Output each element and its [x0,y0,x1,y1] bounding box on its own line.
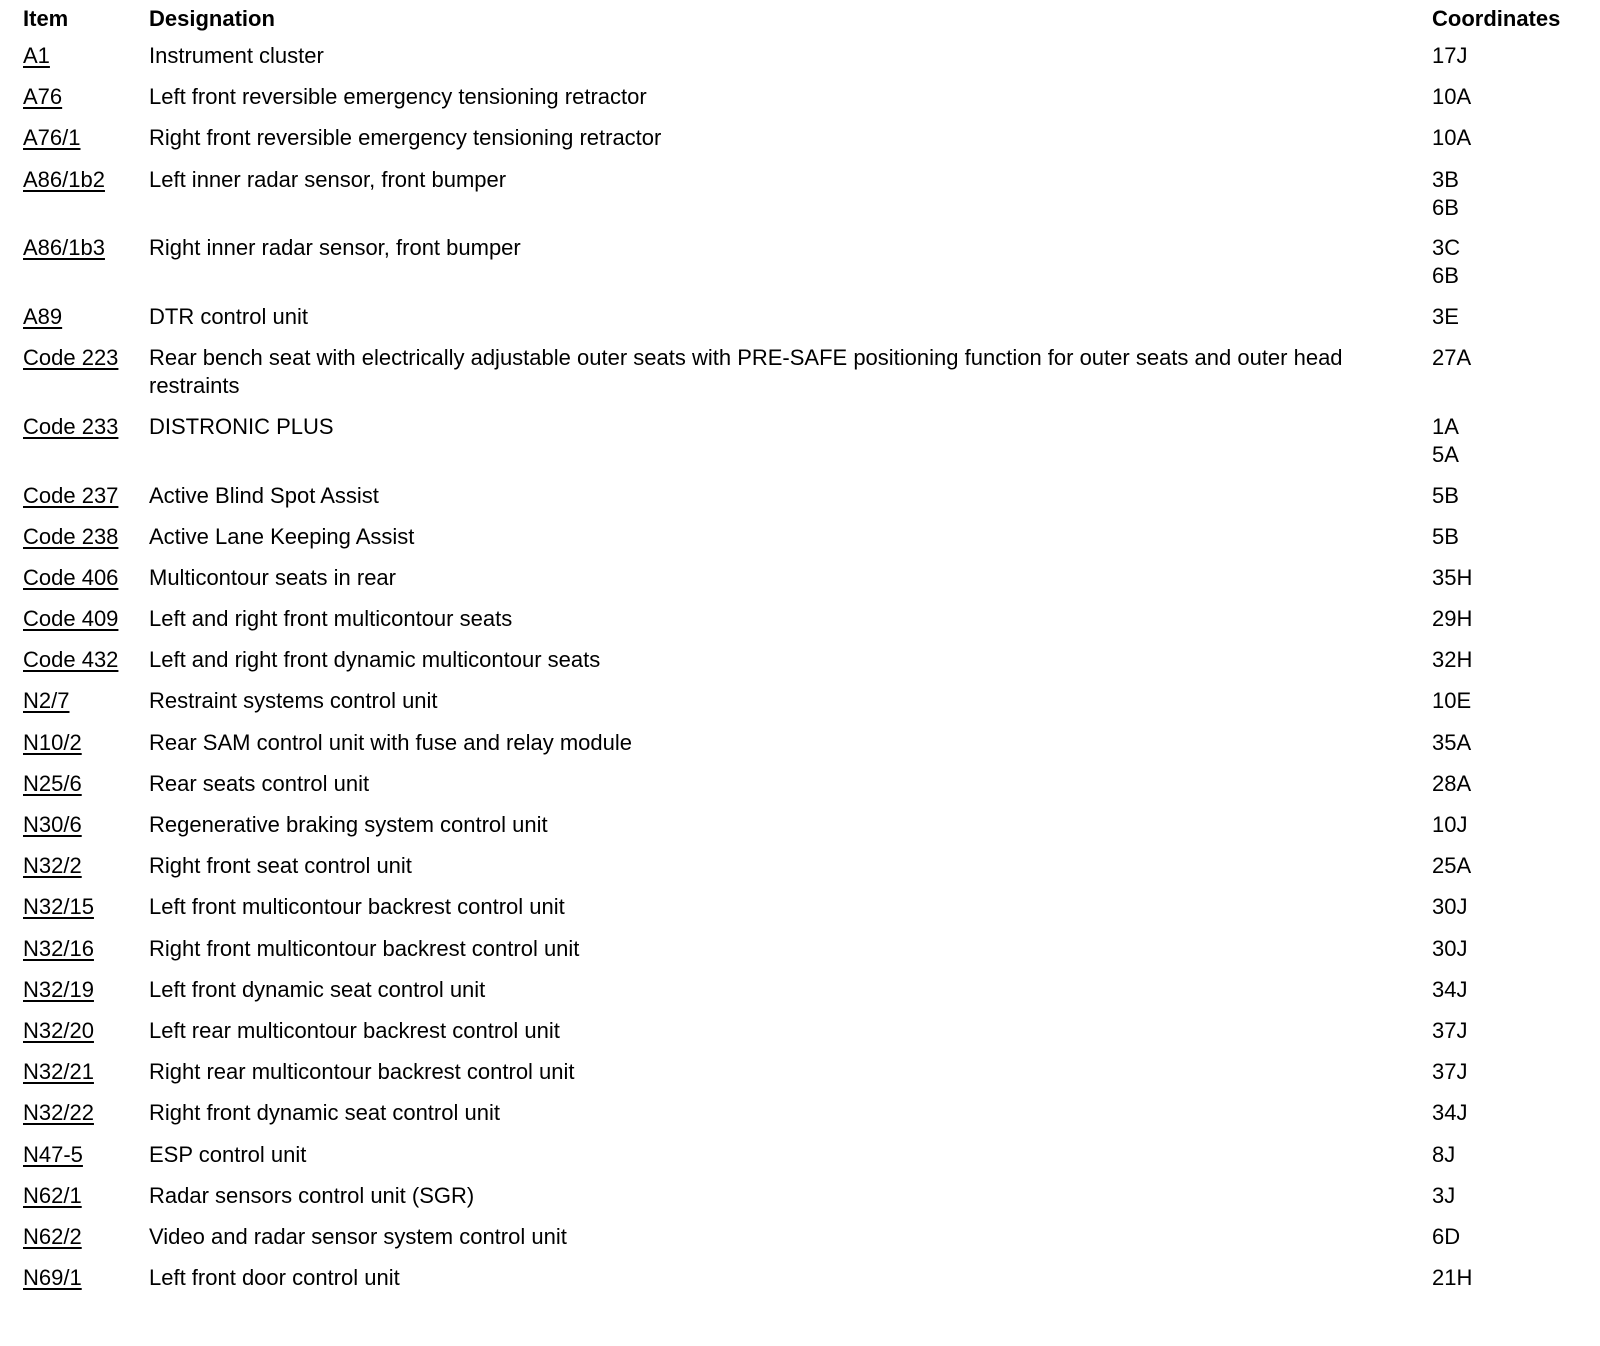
designation-text: Left front dynamic seat control unit [149,976,486,1002]
coordinate-value: 37J [1432,1017,1468,1043]
coordinate-value: 37J [1432,1059,1468,1085]
designation-text: Left front multicontour backrest control unit [149,894,565,920]
item-link[interactable]: N32/22 [23,1100,94,1126]
designation-text: ESP control unit [149,1141,307,1167]
table-row [0,1262,1600,1303]
coordinate-value: 5B [1432,482,1459,508]
item-link[interactable]: N32/21 [23,1059,94,1085]
designation-text: DISTRONIC PLUS [149,413,334,439]
coordinates-cell [1432,729,1592,757]
table-row [0,809,1600,850]
coordinates-cell [1432,1264,1592,1292]
coordinate-value: 10A [1432,84,1472,110]
designation-text: Rear bench seat with electrically adjustable outer seats with PRE-SAFE positioning function for outer seats and outer head restraints [149,345,1343,399]
coordinates-cell [1432,811,1592,839]
coordinates-cell [1432,976,1592,1004]
coordinate-value: 8J [1432,1141,1456,1167]
item-link[interactable]: A86/1b2 [23,166,105,192]
coordinates-cell [1432,413,1592,469]
coordinate-value: 25A [1432,853,1472,879]
item-link[interactable]: N69/1 [23,1265,82,1291]
table-row [0,891,1600,932]
header-item: Item [23,6,69,31]
designation-text: Restraint systems control unit [149,688,438,714]
designation-text: Rear seats control unit [149,770,370,796]
designation-text: DTR control unit [149,303,308,329]
designation-text: Active Blind Spot Assist [149,482,379,508]
designation-text: Right front reversible emergency tensioning retractor [149,125,662,151]
coordinates-cell [1432,646,1592,674]
coordinates-cell [1432,303,1592,331]
coordinates-cell [1432,1141,1592,1169]
designation-text: Right front dynamic seat control unit [149,1100,500,1126]
coordinates-cell [1432,83,1592,111]
designation-text: Active Lane Keeping Assist [149,523,415,549]
designation-text: Left front door control unit [149,1265,400,1291]
table-header [0,0,1600,40]
table-row [0,164,1600,233]
coordinate-value: 6B [1432,194,1459,220]
designation-text: Left and right front multicontour seats [149,606,513,632]
coordinates-cell [1432,234,1592,290]
item-link[interactable]: Code 432 [23,647,119,673]
table-row [0,1139,1600,1180]
coordinate-value: 35H [1432,564,1473,590]
item-link[interactable]: A1 [23,43,50,68]
coordinates-cell [1432,523,1592,551]
coordinate-value: 1A [1432,413,1459,439]
table-row [0,411,1600,480]
item-link[interactable]: Code 223 [23,345,119,371]
table-body [0,40,1600,1303]
item-link[interactable]: N62/1 [23,1182,82,1208]
coordinates-cell [1432,852,1592,880]
item-link[interactable]: N62/2 [23,1223,82,1249]
coordinate-value: 3E [1432,303,1459,329]
coordinate-value: 3C [1432,235,1461,261]
table-row [0,1180,1600,1221]
coordinate-value: 5B [1432,523,1459,549]
item-link[interactable]: N32/16 [23,935,94,961]
coordinates-cell [1432,687,1592,715]
header-designation: Designation [149,6,275,31]
table-row [0,1221,1600,1262]
designation-text: Video and radar sensor system control unit [149,1223,567,1249]
table-row [0,1097,1600,1138]
designation-text: Right front seat control unit [149,853,412,879]
coordinate-value: 32H [1432,647,1473,673]
table-row [0,850,1600,891]
coordinates-cell [1432,1223,1592,1251]
coordinates-cell [1432,893,1592,921]
designation-text: Left inner radar sensor, front bumper [149,166,507,192]
coordinates-cell [1432,564,1592,592]
coordinate-value: 28A [1432,770,1472,796]
item-link[interactable]: A89 [23,303,63,329]
table-row [0,562,1600,603]
item-link[interactable]: Code 237 [23,482,119,508]
table-row [0,342,1600,411]
coordinate-value: 10E [1432,688,1472,714]
designation-text: Instrument cluster [149,43,324,68]
table-row [0,40,1600,81]
designation-text: Left front reversible emergency tensioning retractor [149,84,647,110]
table-row [0,1056,1600,1097]
coordinates-cell [1432,42,1592,70]
table-row [0,727,1600,768]
table-row [0,1015,1600,1056]
coordinates-cell [1432,605,1592,633]
designation-text: Right front multicontour backrest control unit [149,935,580,961]
table-row [0,232,1600,301]
coordinate-value: 10A [1432,125,1472,151]
coordinate-value: 29H [1432,606,1473,632]
item-link[interactable]: N25/6 [23,770,82,796]
table-row [0,685,1600,726]
item-link[interactable]: Code 238 [23,523,119,549]
coordinates-cell [1432,1058,1592,1086]
table-row [0,644,1600,685]
coordinate-value: 34J [1432,1100,1468,1126]
coordinates-cell [1432,1017,1592,1045]
table-row [0,521,1600,562]
coordinates-cell [1432,1182,1592,1210]
coordinate-value: 6D [1432,1223,1461,1249]
item-link[interactable]: N47-5 [23,1141,83,1167]
item-link[interactable]: A76/1 [23,125,81,151]
coordinate-value: 5A [1432,441,1459,467]
item-link[interactable]: N32/19 [23,976,94,1002]
item-link[interactable]: N2/7 [23,688,70,714]
designation-text: Left and right front dynamic multicontour seats [149,647,601,673]
designation-text: Right inner radar sensor, front bumper [149,235,521,261]
coordinate-value: 35A [1432,729,1472,755]
item-link[interactable]: N32/2 [23,853,82,879]
table-row [0,974,1600,1015]
table-row [0,81,1600,122]
coordinate-value: 21H [1432,1265,1473,1291]
table-row [0,480,1600,521]
item-link[interactable]: N10/2 [23,729,82,755]
coordinate-value: 6B [1432,263,1459,289]
table-row [0,301,1600,342]
coordinate-value: 3B [1432,166,1459,192]
item-link[interactable]: Code 409 [23,606,119,632]
item-link[interactable]: A76 [23,84,63,110]
item-link[interactable]: Code 406 [23,564,119,590]
item-link[interactable]: N32/15 [23,894,94,920]
item-link[interactable]: A86/1b3 [23,235,105,261]
coordinate-value: 27A [1432,345,1472,371]
coordinates-cell [1432,1099,1592,1127]
coordinate-value: 3J [1432,1182,1456,1208]
item-link[interactable]: N30/6 [23,812,82,837]
coordinates-cell [1432,482,1592,510]
item-link[interactable]: N32/20 [23,1017,94,1043]
table-row [0,122,1600,163]
coordinate-value: 30J [1432,935,1468,961]
coordinate-value: 10J [1432,812,1468,837]
coordinates-cell [1432,770,1592,798]
coordinates-cell [1432,344,1592,372]
coordinates-cell [1432,166,1592,222]
item-link[interactable]: Code 233 [23,413,119,439]
designation-text: Rear SAM control unit with fuse and relay module [149,729,633,755]
table-row [0,933,1600,974]
designation-text: Left rear multicontour backrest control unit [149,1017,560,1043]
designation-text: Radar sensors control unit (SGR) [149,1182,475,1208]
designation-text: Multicontour seats in rear [149,564,396,590]
table-row [0,768,1600,809]
coordinate-value: 17J [1432,43,1468,68]
designation-text: Right rear multicontour backrest control unit [149,1059,575,1085]
coordinate-value: 30J [1432,894,1468,920]
table-row [0,603,1600,644]
designation-text: Regenerative braking system control unit [149,812,548,837]
coordinates-cell [1432,124,1592,152]
header-coordinates: Coordinates [1432,6,1561,31]
coordinates-cell [1432,935,1592,963]
coordinate-value: 34J [1432,976,1468,1002]
